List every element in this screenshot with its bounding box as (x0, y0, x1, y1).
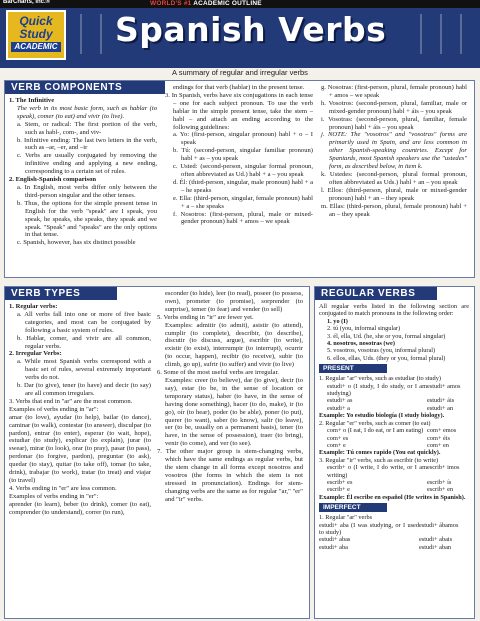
verb-types-col2: esconder (to hide), leer (to read), poseer (to possess, own), prometer (to promise), sorprender (to surprise), temer (to fear) and vender (to sell) 5. Verbs ending in "ir" are fewer yet. Examples: admitir (to admit), asistir (to attend), cumplir (to complete), describir, (to describe), discutir (to discuss, argue), escribir (to write), existir (to exist), interrumpir (to interrupt), ocurrir (to occur, happen), recibir (to receive), subir (to climb, go up), sufrir (to suffer) and vivir (to live) 6. Some of the most useful verbs are irregular. Examples: creer (to believe), dar (to give), decir (to say), estar (to be, in the sense of location or temporary status), haber (to have, in the sense of having done something), hacer (to do, make), ir (to go), oír (to hear), poder (to be able), poner (to put), querer (to want), saber (to know), salir (to leave), ser (to be, usually on a permanent basis), tener (to have, in the sense of possession), traer (to bring), venir (to come), and ver (to see). 7. The other major group is stem-changing verbs, which have the same endings as regular verbs, but the stem change in all forms except nosotros and vosotros (the forms in which the stem is not stressed in pronunciation). Endings for stem-changing verbs are the same as for regular "ar," "er" and "ir" verbs. (157, 290, 303, 503)
present-ar-table: estudi+ o (I study, I do study, or I am studying) estudi+ amos (327, 382, 461, 398)
page-subtitle: A summary of regular and irregular verbs (172, 68, 308, 77)
present-ir-table: escrib+ o (I write, I do write, or I am writing) escrib+ imos (327, 464, 460, 479)
verb-components-heading: VERB COMPONENTS (5, 81, 165, 94)
imperfect-label: IMPERFECT (319, 503, 387, 512)
verb-types-col1: 1. Regular verbs: a. All verbs fall into one or more of five basic categories, and most can be conjugated by following a basic system of rules. b. Hablar, comer, and vivir are all common, regular verbs. 2. Irregular Verbs: a. While most Spanish verbs correspond with a basic set of rules, several extremely important verbs do not. b. Dar (to give), tener (to have) and decir (to say) are all common irregulars. 3. Verbs that end in "ar" are the most common. Examples of verbs ending in "ar": amar (to love), ayudar (to help), bailar (to dance), caminar (to walk), contestar (to answer), disculpar (to pardon), entrar (to enter), esperar (to wait, hope), estudiar (to study), explicar (to explain), jurar (to swear), mirar (to look), orar (to pray), pasar (to pass), perdonar (to forgive, pardon), preguntar (to ask), quedar (to stay), quitar (to take off), tomar (to take, drink), trabajar (to work), tratar (to treat) and viajar (to travel) 4. Verbs ending in "er" are less common. Examples of verbs ending in "er": aprender (to learn), beber (to drink), comer (to eat), comprender (to understand), correr (to run), (9, 303, 151, 516)
verb-components-col3: g. Nosotras: (first-person, plural, female pronoun) habl + amos – we speak h. Vosotros: (second-person, plural, familiar, male or mixed-gender pronoun) habl + áis – you speak i. Vosotras: (second-person, plural, familiar, female pronoun) habl + áis – you speak j. NOTE: The "vosotros" and "vosotras" forms are primarily used in Spain, and are less common in other Spanish-speaking countries. Except for Spaniards, most Spanish speakers use the "ustedes" form, as described below, in item k. k. Ustedes: (second-person, plural formal pronoun, often abbreviated as Uds.) habl + an – you speak l. Ellos: (third-person, plural, male or mixed-gender pronoun) habl + an – they speak m. Ellas: (third-person, plural, female pronoun) habl + an – they speak (321, 84, 467, 218)
quickstudy-logo: Quick Study ACADEMIC (6, 10, 66, 60)
regular-verbs-heading: REGULAR VERBS (315, 287, 437, 300)
regular-verbs-body: All regular verbs listed in the following section are conjugated to match pronouns in the following order: 1. yo (I) 2. tú (you, informal singular) 3. él, ella, Ud. (he, she or you, formal singular) 4. nosotros, nosotras (we) 5. vosotros, vosotras (you, informal plural) 6. ellos, ellas, Uds. (they or you, formal plural) PRESENT 1. Regular "ar" verbs, such as estudiar (to study) estudi+ o (I study, I do study, or I am studying) estudi+ amos estudi+ as estudi+ áis estudi+ a estudi+ an Example: Yo estudio biología (I study biology). 2. Regular "er" verbs, such as comer (to eat) com+ o (I eat, I do eat, or I am eating) com+ emos com+ es com+ éis com+ e com+ en Example: Tú comes rapido (You eat quickly). 3. Regular "ir" verbs, such as escribir (to write) escrib+ o (I write, I do write, or I am writing) escrib+ imos escrib+ es escrib+ ís escrib+ e escrib+ en Example: Él escribe en español (He writes in Spanish). IMPERFECT 1. Regular "ar" verbs estudi+ aba (I was studying, or I used to study) estudi+ ábamos estudi+ abas estudi+ abais estudi+ aba estudi+ aban (319, 303, 469, 551)
verb-types-section (4, 286, 310, 619)
verb-components-section (4, 80, 475, 278)
imperfect-ar-table: estudi+ aba (I was studying, or I used to study) estudi+ ábamos (319, 521, 459, 536)
regular-verbs-section (314, 286, 475, 619)
verb-components-col2: endings for that verb (hablar) in the present tense. 3. In Spanish, verbs have six conjugations in each tense – one for each subject pronoun. To use the verb hablar in the simple present tense, take the stem – habl – and attach an ending according to the following guidelines: a. Yo: (first-person, singular pronoun) habl + o – I speak b. Tú: (second-person, singular familiar pronoun) habl + as – you speak c. Usted: (second-person, singular formal pronoun, often abbreviated as Ud.) habl + a – you speak d. Él: (third-person, singular, male pronoun) habl + a – he speaks e. Ella: (third-person, singular, female pronoun) habl + a – she speaks f. Nosotros: (first-person, plural, male or mixed-gender pronoun) habl + amos – we speak (165, 84, 313, 226)
present-label: PRESENT (319, 364, 387, 373)
publisher-name: BarCharts, Inc.® (3, 0, 51, 5)
outline-tag: WORLD'S #1 ACADEMIC OUTLINE (150, 0, 262, 7)
header-banner (0, 0, 480, 68)
verb-components-col1: 1. The Infinitive The verb in its most basic form, such as hablar (to speak), comer (to eat) and vivir (to live). a. Stem, or radical: The first portion of the verb, such as habl-, com-, and viv- b. Infinitive ending: The last two letters in the verb, such as –ar, –er, and –ir c. Verbs are usually conjugated by removing the infinitive ending and applying a new ending, corresponding to a certain set of rules. 2. English-Spanish comparison a. In English, most verbs differ only between the third-person singular and the other tenses. b. Thus, the options for the simple present tense in English for the verb "speak" are I speak, you speak, he speaks, she speaks, they speak and we speak. "Speak" and "speaks" are the only options in that tense. c. Spanish, however, has six distinct possible (9, 97, 157, 247)
verb-types-heading: VERB TYPES (5, 287, 117, 300)
present-er-table: com+ o (I eat, I do eat, or I am eating) com+ emos (327, 427, 457, 435)
page-title: Spanish Verbs (115, 10, 387, 49)
